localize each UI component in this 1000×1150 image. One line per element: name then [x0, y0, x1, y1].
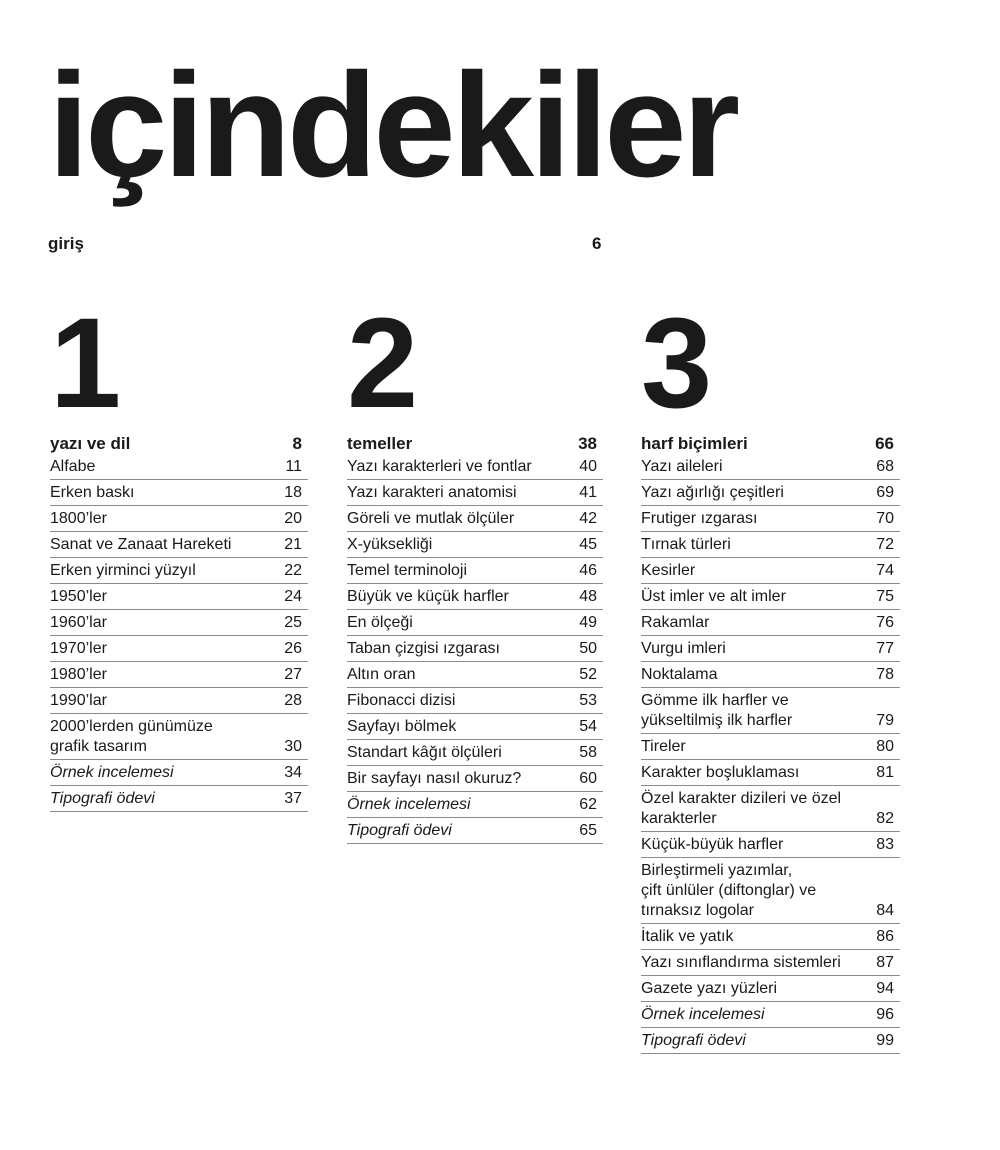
- chapter-title: temeller: [347, 434, 413, 453]
- toc-entry-label: 2000’lerden günümüze grafik tasarım: [50, 718, 213, 755]
- toc-entry[interactable]: [347, 480, 603, 506]
- toc-entry-label: Tipografi ödevi: [347, 822, 452, 839]
- toc-entry-label: Gazete yazı yüzleri: [641, 980, 778, 997]
- toc-entry[interactable]: [347, 740, 603, 766]
- toc-entry-page-number: 46: [579, 562, 597, 579]
- toc-entry-page-number: 27: [284, 666, 302, 683]
- toc-entry-page-number: 34: [284, 764, 302, 781]
- toc-entry[interactable]: [347, 766, 603, 792]
- toc-entry[interactable]: [641, 662, 900, 688]
- toc-entry-label: 1990’lar: [50, 692, 107, 709]
- toc-entry-page-number: 69: [876, 484, 894, 501]
- toc-entry[interactable]: [641, 760, 900, 786]
- chapter-number: 1: [50, 292, 120, 435]
- toc-entry-list: [347, 454, 603, 844]
- page-title: içindekiler: [48, 43, 737, 208]
- toc-entry-label: Kesirler: [641, 562, 696, 579]
- toc-entry-page-number: 94: [876, 980, 894, 997]
- toc-entry-label: Noktalama: [641, 666, 718, 683]
- toc-entry[interactable]: [641, 454, 900, 480]
- toc-entry-label: Yazı sınıflandırma sistemleri: [641, 954, 841, 971]
- toc-entry-page-number: 40: [579, 458, 597, 475]
- toc-entry[interactable]: [641, 950, 900, 976]
- chapter-column-3: [641, 292, 900, 1054]
- chapter-page-number: 8: [292, 434, 302, 453]
- toc-entry-page-number: 81: [876, 764, 894, 781]
- toc-entry-page-number: 58: [579, 744, 597, 761]
- toc-entry-label: Rakamlar: [641, 614, 710, 631]
- toc-entry-label: Yazı aileleri: [641, 458, 723, 475]
- toc-entry-page-number: 82: [876, 810, 894, 827]
- toc-entry-page-number: 52: [579, 666, 597, 683]
- toc-entry[interactable]: [347, 688, 603, 714]
- toc-entry-label: Fibonacci dizisi: [347, 692, 456, 709]
- toc-entry[interactable]: [347, 714, 603, 740]
- toc-entry-page-number: 74: [876, 562, 894, 579]
- chapter-heading[interactable]: [50, 430, 308, 454]
- toc-entry-page-number: 68: [876, 458, 894, 475]
- toc-entry-label: Temel terminoloji: [347, 562, 468, 579]
- toc-entry-label: Yazı karakteri anatomisi: [347, 484, 517, 501]
- toc-entry-page-number: 18: [284, 484, 302, 501]
- toc-entry-page-number: 83: [876, 836, 894, 853]
- chapter-number: 2: [347, 292, 417, 435]
- toc-entry[interactable]: [641, 786, 900, 832]
- toc-entry[interactable]: [641, 636, 900, 662]
- toc-entry-label: Gömme ilk harfler ve yükseltilmiş ilk harfler: [641, 692, 793, 729]
- toc-entry-label: 1960’lar: [50, 614, 107, 631]
- toc-entry[interactable]: [641, 532, 900, 558]
- toc-entry[interactable]: [50, 786, 308, 812]
- toc-entry-label: 1800’ler: [50, 510, 107, 527]
- toc-entry[interactable]: [641, 558, 900, 584]
- toc-entry-label: Altın oran: [347, 666, 416, 683]
- chapter-heading[interactable]: [347, 430, 603, 454]
- chapter-title: harf biçimleri: [641, 434, 748, 453]
- chapter-page-number: 66: [875, 434, 894, 453]
- intro-label[interactable]: giriş: [48, 234, 84, 253]
- toc-entry[interactable]: [50, 760, 308, 786]
- toc-entry-page-number: 84: [876, 902, 894, 919]
- toc-entry[interactable]: [50, 454, 308, 480]
- toc-entry[interactable]: [347, 584, 603, 610]
- toc-entry-label: Üst imler ve alt imler: [641, 588, 786, 605]
- toc-entry[interactable]: [641, 480, 900, 506]
- toc-entry-label: Sayfayı bölmek: [347, 718, 457, 735]
- toc-entry[interactable]: [347, 636, 603, 662]
- toc-entry-page-number: 48: [579, 588, 597, 605]
- toc-entry[interactable]: [347, 506, 603, 532]
- toc-entry-page-number: 26: [284, 640, 302, 657]
- toc-entry[interactable]: [641, 734, 900, 760]
- toc-entry-label: Örnek incelemesi: [50, 764, 174, 781]
- toc-entry[interactable]: [347, 662, 603, 688]
- toc-entry-label: Vurgu imleri: [641, 640, 726, 657]
- toc-entry-page-number: 75: [876, 588, 894, 605]
- toc-entry-label: 1980’ler: [50, 666, 107, 683]
- toc-entry-page-number: 53: [579, 692, 597, 709]
- toc-entry-label: Örnek incelemesi: [347, 796, 471, 813]
- toc-entry[interactable]: [50, 480, 308, 506]
- toc-entry[interactable]: [347, 532, 603, 558]
- toc-entry[interactable]: [347, 558, 603, 584]
- toc-entry[interactable]: [50, 506, 308, 532]
- toc-entry-page-number: 80: [876, 738, 894, 755]
- toc-entry[interactable]: [50, 558, 308, 584]
- chapter-number: 3: [641, 292, 711, 435]
- toc-entry-page-number: 30: [284, 738, 302, 755]
- toc-entry-label: Karakter boşluklaması: [641, 764, 800, 781]
- toc-entry-page-number: 96: [876, 1006, 894, 1023]
- toc-entry[interactable]: [641, 1028, 900, 1054]
- toc-entry-page-number: 25: [284, 614, 302, 631]
- toc-entry-label: 1970’ler: [50, 640, 107, 657]
- toc-entry-label: Standart kâğıt ölçüleri: [347, 744, 502, 761]
- chapter-column-1: [50, 292, 308, 812]
- toc-entry-label: Tipografi ödevi: [50, 790, 155, 807]
- toc-entry-page-number: 60: [579, 770, 597, 787]
- chapter-title: yazı ve dil: [50, 434, 131, 453]
- toc-entry-label: Tireler: [641, 738, 686, 755]
- chapter-column-2: [347, 292, 603, 844]
- toc-entry-label: Frutiger ızgarası: [641, 510, 758, 527]
- toc-entry-label: En ölçeği: [347, 614, 413, 631]
- toc-entry-page-number: 72: [876, 536, 894, 553]
- toc-entry-page-number: 45: [579, 536, 597, 553]
- toc-entry[interactable]: [641, 858, 900, 924]
- toc-entry-label: Özel karakter dizileri ve özel karakterler: [641, 790, 842, 827]
- toc-entry[interactable]: [641, 506, 900, 532]
- toc-entry-page-number: 76: [876, 614, 894, 631]
- toc-entry-label: Erken yirminci yüzyıl: [50, 562, 196, 579]
- toc-entry-page-number: 22: [284, 562, 302, 579]
- toc-entry-page-number: 77: [876, 640, 894, 657]
- toc-entry-page-number: 54: [579, 718, 597, 735]
- toc-entry[interactable]: [50, 688, 308, 714]
- toc-entry-label: Büyük ve küçük harfler: [347, 588, 509, 605]
- toc-entry[interactable]: [50, 584, 308, 610]
- toc-entry-label: Taban çizgisi ızgarası: [347, 640, 500, 657]
- toc-entry-list: [641, 454, 900, 1054]
- toc-entry-label: Yazı ağırlığı çeşitleri: [641, 484, 784, 501]
- toc-entry-label: Tırnak türleri: [641, 536, 731, 553]
- toc-entry-list: [50, 454, 308, 812]
- toc-entry[interactable]: [347, 818, 603, 844]
- toc-entry-label: Alfabe: [50, 458, 96, 475]
- toc-entry-page-number: 79: [876, 712, 894, 729]
- toc-entry[interactable]: [50, 662, 308, 688]
- toc-entry[interactable]: [641, 688, 900, 734]
- toc-entry-page-number: 62: [579, 796, 597, 813]
- toc-entry-label: Göreli ve mutlak ölçüler: [347, 510, 515, 527]
- toc-entry-label: Yazı karakterleri ve fontlar: [347, 458, 532, 475]
- toc-entry[interactable]: [641, 584, 900, 610]
- toc-entry-page-number: 28: [284, 692, 302, 709]
- toc-entry[interactable]: [641, 1002, 900, 1028]
- toc-entry-page-number: 87: [876, 954, 894, 971]
- toc-entry-label: İtalik ve yatık: [641, 928, 734, 945]
- toc-entry-page-number: 49: [579, 614, 597, 631]
- toc-entry[interactable]: [641, 924, 900, 950]
- toc-entry-page-number: 37: [284, 790, 302, 807]
- toc-entry[interactable]: [50, 636, 308, 662]
- toc-entry-page-number: 86: [876, 928, 894, 945]
- toc-entry[interactable]: [347, 610, 603, 636]
- toc-entry[interactable]: [50, 532, 308, 558]
- toc-entry-page-number: 24: [284, 588, 302, 605]
- toc-entry[interactable]: [641, 832, 900, 858]
- toc-entry-page-number: 20: [284, 510, 302, 527]
- intro-page-number: 6: [592, 234, 602, 253]
- toc-entry-label: Birleştirmeli yazımlar, çift ünlüler (diftonglar) ve tırnaksız logolar: [641, 862, 817, 919]
- toc-entry-label: Sanat ve Zanaat Hareketi: [50, 536, 232, 553]
- toc-entry[interactable]: [50, 714, 308, 760]
- toc-entry[interactable]: [641, 610, 900, 636]
- toc-entry-page-number: 78: [876, 666, 894, 683]
- toc-entry-label: Örnek incelemesi: [641, 1006, 765, 1023]
- chapter-page-number: 38: [578, 434, 597, 453]
- toc-entry[interactable]: [641, 976, 900, 1002]
- toc-entry-page-number: 99: [876, 1032, 894, 1049]
- toc-entry-page-number: 11: [285, 458, 302, 475]
- toc-entry-page-number: 50: [579, 640, 597, 657]
- toc-entry[interactable]: [347, 454, 603, 480]
- toc-entry-label: Tipografi ödevi: [641, 1032, 746, 1049]
- chapter-heading[interactable]: [641, 430, 900, 454]
- toc-entry-page-number: 41: [579, 484, 597, 501]
- toc-entry-label: Küçük-büyük harfler: [641, 836, 784, 853]
- toc-entry-page-number: 70: [876, 510, 894, 527]
- toc-entry-label: X-yüksekliği: [347, 536, 433, 553]
- toc-entry-label: 1950’ler: [50, 588, 107, 605]
- toc-entry-page-number: 65: [579, 822, 597, 839]
- toc-entry[interactable]: [347, 792, 603, 818]
- toc-entry-page-number: 21: [284, 536, 302, 553]
- toc-entry-label: Bir sayfayı nasıl okuruz?: [347, 770, 522, 787]
- toc-entry-label: Erken baskı: [50, 484, 135, 501]
- toc-entry[interactable]: [50, 610, 308, 636]
- toc-entry-page-number: 42: [579, 510, 597, 527]
